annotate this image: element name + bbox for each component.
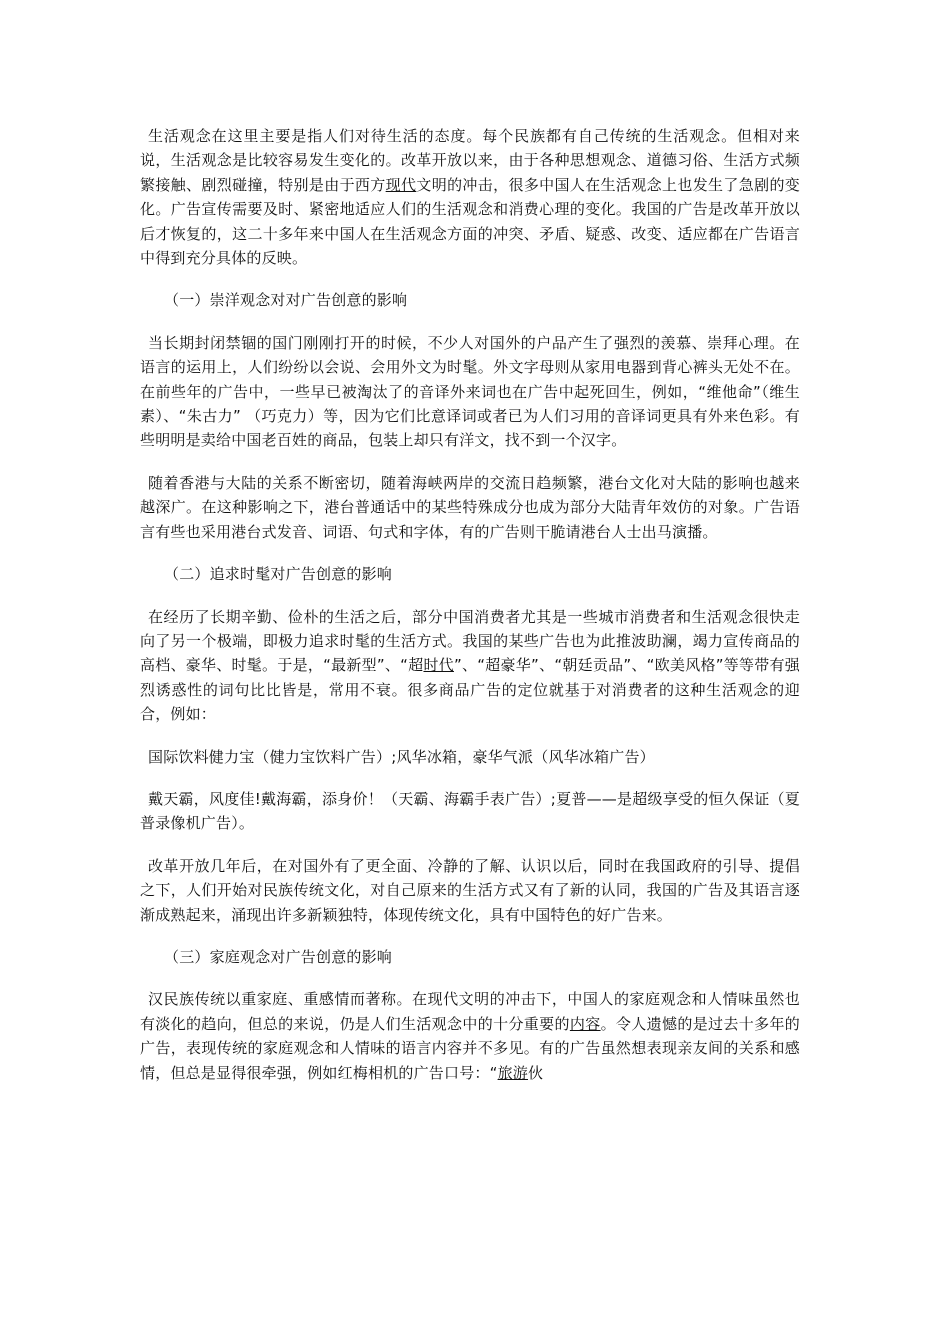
document-body — [140, 124, 800, 1103]
paragraph-reform-return: 改革开放几年后，在对国外有了更全面、冷静的了解、认识以后，同时在我国政府的引导、提倡之下，人们开始对民族传统文化，对自己原来的生活方式又有了新的认同，我国的广告及其语言逐渐成熟起来，涌现出许多新颖独特，体现传统文化，具有中国特色的好广告来。 — [140, 856, 800, 924]
paragraph-example-1: 国际饮料健力宝（健力宝饮料广告）;风华冰箱，豪华气派（风华冰箱广告） — [148, 747, 655, 766]
text-segment: 生活观念在这里主要是指人们对待生活的态度。每个民族都有自己传统的生活观念。但相对来说，生活观念是比较容易发生变化的。改革开放以来，由于各种思想观念、道德习俗、生活方式频繁接触、剧烈碰撞，特别是由于西方 — [140, 127, 800, 194]
paragraph-example-2: 戴天霸，风度佳!戴海霸，添身价！（天霸、海霸手表广告）;夏普——是超级享受的恒久保证（夏普录像机广告）。 — [140, 789, 800, 833]
text-segment: 。令人遗憾的是过去十多年的广告，表现传统的家庭观念和人情味的语言内容并不多见。有的广告虽然想表现亲友间的关系和感情，但总是显得很牵强，例如红梅相机的广告口号：“ — [140, 1014, 801, 1082]
paragraph-hk-taiwan-influence: 随着香港与大陆的关系不断密切，随着海峡两岸的交流日趋频繁，港台文化对大陆的影响也越来越深广。在这种影响之下，港台普通话中的某些特殊成分也成为部分大陆青年效仿的对象。广告语言有些也采用港台式发音、词语、句式和字体，有的广告则干脆请港台人士出马演播。 — [140, 473, 800, 541]
section-heading-1: （一）崇洋观念对对广告创意的影响 — [164, 291, 408, 310]
text-segment: 汉民族传统以重家庭、重感情而著称。在现代文明的冲击下，中国人的家庭观念和人情味虽然也有淡化的趋向，但总的来说，仍是人们生活观念中的十分重要的 — [140, 990, 800, 1033]
section-heading-2: （二）追求时髦对广告创意的影响 — [164, 565, 393, 584]
section-heading-3: （三）家庭观念对广告创意的影响 — [164, 947, 393, 966]
text-segment: 伙 — [527, 1063, 544, 1082]
text-segment: ”、“超豪华”、“朝廷贡品”、“欧美风格”等等带有强烈诱惑性的词句比比皆是，常用不衰。很多商品广告的定位就基于对消费者的这种生活观念的迎合，例如： — [140, 656, 800, 724]
link-era[interactable]: 时代 — [423, 656, 454, 675]
text-segment: 在经历了长期辛勤、俭朴的生活之后，部分中国消费者尤其是一些城市消费者和生活观念很快走向了另一个极端，即极力追求时髦的生活方式。我国的某些广告也为此推波助澜，竭力宣传商品的高档、豪华、时髦。于是，“最新型”、“超 — [140, 607, 800, 675]
link-modern[interactable]: 现代 — [385, 175, 417, 194]
paragraph-foreign-worship: 当长期封闭禁锢的国门刚刚打开的时候，不少人对国外的户品产生了强烈的羡慕、崇拜心理。在语言的运用上，人们纷纷以会说、会用外文为时髦。外文字母则从家用电器到背心裤头无处不在。在前些年的广告中，一些早已被淘汰了的音译外来词也在广告中起死回生，例如，“维他命”（维生素）、“朱古力” （巧克力）等，因为它们比意译词或者已为人们习用的音译词更具有外来色彩。有些明明是卖给中国老百姓的商品，包装上却只有洋文，找不到一个汉字。 — [140, 333, 800, 450]
paragraph-fashion-pursuit — [140, 605, 800, 727]
paragraph-family-concept — [140, 987, 800, 1085]
text-segment: 文明的冲击，很多中国人在生活观念上也发生了急剧的变化。广告宣传需要及时、紧密地适应人们的生活观念和消费心理的变化。我国的广告是改革开放以后才恢复的，这二十多年来中国人在生活观念方面的冲突、矛盾、疑惑、改变、适应都在广告语言中得到充分具体的反映。 — [140, 175, 801, 268]
link-content[interactable]: 内容 — [569, 1014, 601, 1033]
paragraph-life-concept-intro — [140, 124, 800, 270]
link-travel[interactable]: 旅游 — [497, 1063, 528, 1082]
